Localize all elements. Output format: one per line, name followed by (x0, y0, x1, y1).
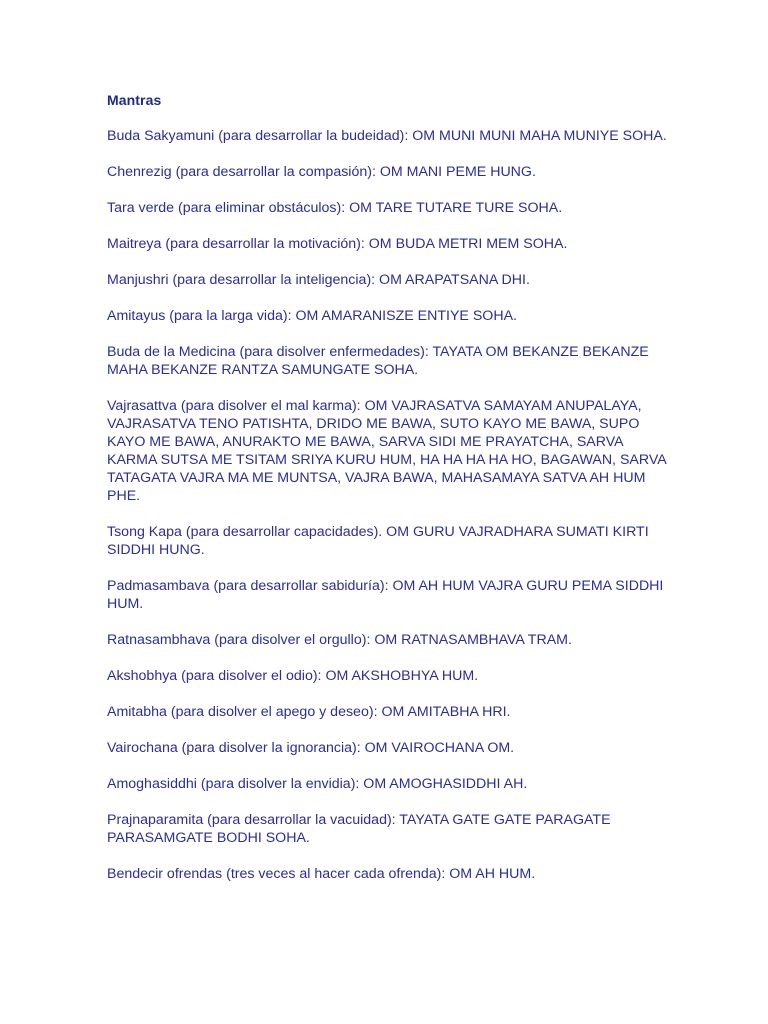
page-title: Mantras (107, 92, 162, 108)
mantra-entry-amitayus: Amitayus (para la larga vida): OM AMARANISZE ENTIYE SOHA. (107, 308, 517, 324)
mantra-entry-padmasambava: Padmasambava (para desarrollar sabiduría): OM AH HUM VAJRA GURU PEMA SIDDHI HUM. (107, 578, 664, 612)
mantra-entry-tara-verde: Tara verde (para eliminar obstáculos): OM TARE TUTARE TURE SOHA. (107, 200, 563, 216)
mantra-entry-buda-medicina: Buda de la Medicina (para disolver enfermedades): TAYATA OM BEKANZE BEKANZE MAHA BEKANZE RANTZA SAMUNGATE SOHA. (107, 344, 649, 378)
mantra-entry-maitreya: Maitreya (para desarrollar la motivación): OM BUDA METRI MEM SOHA. (107, 236, 568, 252)
mantra-entry-vairochana: Vairochana (para disolver la ignorancia): OM VAIROCHANA OM. (107, 740, 515, 756)
document-page (107, 91, 667, 901)
mantra-entry-manjushri: Manjushri (para desarrollar la inteligencia): OM ARAPATSANA DHI. (107, 272, 530, 288)
mantra-entry-ratnasambhava: Ratnasambhava (para disolver el orgullo): OM RATNASAMBHAVA TRAM. (107, 632, 572, 648)
mantra-entry-chenrezig: Chenrezig (para desarrollar la compasión): OM MANI PEME HUNG. (107, 164, 536, 180)
mantra-entry-akshobhya: Akshobhya (para disolver el odio): OM AKSHOBHYA HUM. (107, 668, 479, 684)
mantra-entry-bendecir-ofrendas: Bendecir ofrendas (tres veces al hacer cada ofrenda): OM AH HUM. (107, 866, 536, 882)
mantra-entry-buda-sakyamuni: Buda Sakyamuni (para desarrollar la budeidad): OM MUNI MUNI MAHA MUNIYE SOHA. (107, 128, 667, 144)
mantra-entry-vajrasattva: Vajrasattva (para disolver el mal karma): OM VAJRASATVA SAMAYAM ANUPALAYA, VAJRASATVA TENO PATISHTA, DRIDO ME BAWA, SUTO KAYO ME BAWA, SUPO KAYO ME BAWA, ANURAKTO ME BAWA, SARVA SIDI ME PRAYATCHA, SARVA KARMA SUTSA ME TSITAM SRIYA KURU HUM, HA HA HA HA HO, BAGAWAN, SARVA TATAGATA VAJRA MA ME MUNTSA, VAJRA BAWA, MAHASAMAYA SATVA AH HUM PHE. (107, 398, 666, 504)
mantra-entry-prajnaparamita: Prajnaparamita (para desarrollar la vacuidad): TAYATA GATE GATE PARAGATE PARASAMGATE BODHI SOHA. (107, 812, 611, 846)
mantra-entry-tsong-kapa: Tsong Kapa (para desarrollar capacidades). OM GURU VAJRADHARA SUMATI KIRTI SIDDHI HUNG. (107, 524, 649, 558)
mantra-entry-amitabha: Amitabha (para disolver el apego y deseo): OM AMITABHA HRI. (107, 704, 511, 720)
mantra-entry-amoghasiddhi: Amoghasiddhi (para disolver la envidia): OM AMOGHASIDDHI AH. (107, 776, 528, 792)
